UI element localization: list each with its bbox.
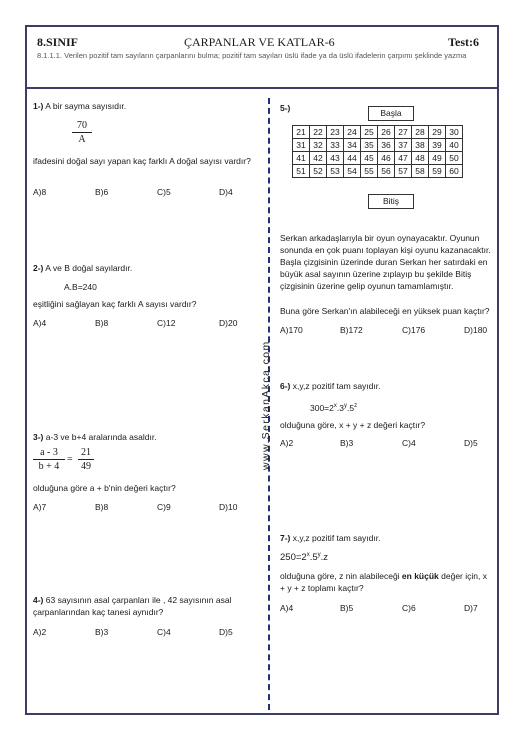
grid-cell: 27 <box>395 126 412 139</box>
q6-question: olduğuna göre, x + y + z değeri kaçtır? <box>280 420 426 430</box>
grid-cell: 52 <box>310 165 327 178</box>
q2-options <box>33 318 263 330</box>
q2-option-a[interactable]: A)4 <box>33 318 47 328</box>
q6-option-a[interactable]: A)2 <box>280 438 294 448</box>
grid-cell: 45 <box>361 152 378 165</box>
grid-cell: 37 <box>395 139 412 152</box>
q5-option-b[interactable]: B)172 <box>340 325 363 335</box>
grid-cell: 33 <box>327 139 344 152</box>
q2-number: 2-) <box>33 263 44 273</box>
q3-option-c[interactable]: C)9 <box>157 502 171 512</box>
grid-cell: 29 <box>429 126 446 139</box>
q5-option-a[interactable]: A)170 <box>280 325 303 335</box>
grid-cell: 31 <box>293 139 310 152</box>
grid-cell: 60 <box>446 165 463 178</box>
q1-question: ifadesini doğal sayı yapan kaç farklı A doğal sayısı vardır? <box>33 156 251 166</box>
q7-stem <box>280 532 492 544</box>
q6-text: x,y,z pozitif tam sayıdır. <box>292 381 381 391</box>
q3-question: olduğuna göre a + b'nin değeri kaçtır? <box>33 483 176 493</box>
q4-stem <box>33 594 258 618</box>
q7-question: olduğuna göre, z nin alabileceği en küçük değer için, x + y + z toplamı kaçtır? <box>280 571 487 593</box>
grid-cell: 32 <box>310 139 327 152</box>
grade-label: 8.SINIF <box>37 35 79 49</box>
grid-row <box>293 152 463 165</box>
grid-cell: 35 <box>361 139 378 152</box>
q1-fraction <box>72 120 92 145</box>
q7-emphasis: en küçük <box>401 571 439 581</box>
grid-cell: 40 <box>446 139 463 152</box>
grid-cell: 53 <box>327 165 344 178</box>
q2-stem <box>33 262 258 274</box>
q1-options <box>33 187 263 199</box>
grid-cell: 23 <box>327 126 344 139</box>
grid-cell: 24 <box>344 126 361 139</box>
q1-option-d[interactable]: D)4 <box>219 187 233 197</box>
q2-text: A ve B doğal sayılardır. <box>45 263 133 273</box>
q1-text: A bir sayma sayısıdır. <box>45 101 127 111</box>
page-title: ÇARPANLAR VE KATLAR-6 <box>184 35 335 49</box>
grid-cell: 47 <box>395 152 412 165</box>
grid-cell: 44 <box>344 152 361 165</box>
grid-cell: 58 <box>412 165 429 178</box>
q7-option-c[interactable]: C)6 <box>402 603 416 613</box>
q3-option-d[interactable]: D)10 <box>219 502 238 512</box>
q1-frac-num: 70 <box>72 120 92 133</box>
q3-option-b[interactable]: B)8 <box>95 502 109 512</box>
number-grid <box>292 125 463 178</box>
grid-cell: 30 <box>446 126 463 139</box>
grid-cell: 57 <box>395 165 412 178</box>
watermark: www.SerkanAkca.com <box>260 340 272 470</box>
q1-option-c[interactable]: C)5 <box>157 187 171 197</box>
grid-cell: 56 <box>378 165 395 178</box>
q6-option-d[interactable]: D)5 <box>464 438 478 448</box>
q6-options <box>280 438 492 450</box>
q6-number: 6-) <box>280 381 291 391</box>
q3-number: 3-) <box>33 432 44 442</box>
q2-option-c[interactable]: C)12 <box>157 318 176 328</box>
q7-option-d[interactable]: D)7 <box>464 603 478 613</box>
q7-option-b[interactable]: B)5 <box>340 603 354 613</box>
grid-cell: 48 <box>412 152 429 165</box>
q4-option-c[interactable]: C)4 <box>157 627 171 637</box>
grid-cell: 39 <box>429 139 446 152</box>
q3-r-num: 21 <box>78 447 94 460</box>
q2-equation: A.B=240 <box>64 282 97 292</box>
grid-row <box>293 139 463 152</box>
q7-options <box>280 603 492 615</box>
q6-option-b[interactable]: B)3 <box>340 438 354 448</box>
q6-option-c[interactable]: C)4 <box>402 438 416 448</box>
q5-question: Buna göre Serkan'ın alabileceği en yüksek puan kaçtır? <box>280 306 490 316</box>
q1-frac-den: A <box>78 134 86 145</box>
grid-cell: 54 <box>344 165 361 178</box>
grid-cell: 41 <box>293 152 310 165</box>
grid-cell: 38 <box>412 139 429 152</box>
grid-cell: 43 <box>327 152 344 165</box>
q4-question: 63 sayısının asal çarpanları ile , 42 sayısının asal çarpanlarından kaç tanesi aynıdır? <box>33 595 232 617</box>
q3-options <box>33 502 263 514</box>
q3-l-num: a - 3 <box>33 447 65 460</box>
header <box>25 25 499 89</box>
q7-option-a[interactable]: A)4 <box>280 603 294 613</box>
q4-option-a[interactable]: A)2 <box>33 627 47 637</box>
q5-number: 5-) <box>280 103 291 113</box>
start-label: Başla <box>368 106 414 121</box>
grid-cell: 25 <box>361 126 378 139</box>
q5-options <box>280 325 492 337</box>
q5-option-c[interactable]: C)176 <box>402 325 426 335</box>
grid-cell: 49 <box>429 152 446 165</box>
q3-stem <box>33 431 258 443</box>
q4-option-b[interactable]: B)3 <box>95 627 109 637</box>
grid-cell: 22 <box>310 126 327 139</box>
grid-cell: 26 <box>378 126 395 139</box>
q3-option-a[interactable]: A)7 <box>33 502 47 512</box>
q7-text: x,y,z pozitif tam sayıdır. <box>292 533 381 543</box>
grid-cell: 59 <box>429 165 446 178</box>
q2-question: eşitliğini sağlayan kaç farklı A sayısı vardır? <box>33 299 197 309</box>
q3-fraction-right <box>78 447 94 472</box>
grid-cell: 42 <box>310 152 327 165</box>
q4-options <box>33 627 263 639</box>
q6-stem <box>280 380 492 392</box>
grid-row <box>293 165 463 178</box>
q2-option-d[interactable]: D)20 <box>219 318 238 328</box>
q2-option-b[interactable]: B)8 <box>95 318 109 328</box>
q1-number: 1-) <box>33 101 44 111</box>
q6-equation: $300=2^x.3^y.5^z$ <box>310 402 358 413</box>
grid-cell: 36 <box>378 139 395 152</box>
q7-equation: $250=2^x.5^y.z$ <box>280 552 329 564</box>
q3-l-den: b + 4 <box>38 461 60 472</box>
end-label: Bitiş <box>368 194 414 209</box>
grid-cell: 50 <box>446 152 463 165</box>
grid-cell: 34 <box>344 139 361 152</box>
q4-option-d[interactable]: D)5 <box>219 627 233 637</box>
q4-number: 4-) <box>33 595 44 605</box>
grid-cell: 51 <box>293 165 310 178</box>
q7-number: 7-) <box>280 533 291 543</box>
q3-equals: = <box>67 454 73 465</box>
q5-story: Serkan arkadaşlarıyla bir oyun oynayacaktır. Oyunun sonunda en çok puanı toplayan kişi oyunu kazanacaktır. Başla çizgisinin üzerinde duran Serkan her satırdaki en büyük asal sayının üzerine zıplayıp bu şekilde Bitiş çizgisinin üzerine gelip oyunun tamamlamıştır. <box>280 233 491 291</box>
q3-r-den: 49 <box>81 461 91 472</box>
q3-fraction-left <box>33 447 65 472</box>
grid-cell: 55 <box>361 165 378 178</box>
grid-cell: 21 <box>293 126 310 139</box>
grid-cell: 46 <box>378 152 395 165</box>
q3-text: a-3 ve b+4 aralarında asaldır. <box>45 432 157 442</box>
q1-option-a[interactable]: A)8 <box>33 187 47 197</box>
grid-row <box>293 126 463 139</box>
test-number: Test:6 <box>448 35 479 49</box>
objective-text: 8.1.1.1. Verilen pozitif tam sayıların çarpanlarını bulma; pozitif tam sayıları üslü ifade ya da üslü ifadelerin çarpımı şeklinde yazma <box>37 51 467 60</box>
grid-cell: 28 <box>412 126 429 139</box>
q1-stem <box>33 100 258 112</box>
q1-option-b[interactable]: B)6 <box>95 187 109 197</box>
q5-option-d[interactable]: D)180 <box>464 325 488 335</box>
